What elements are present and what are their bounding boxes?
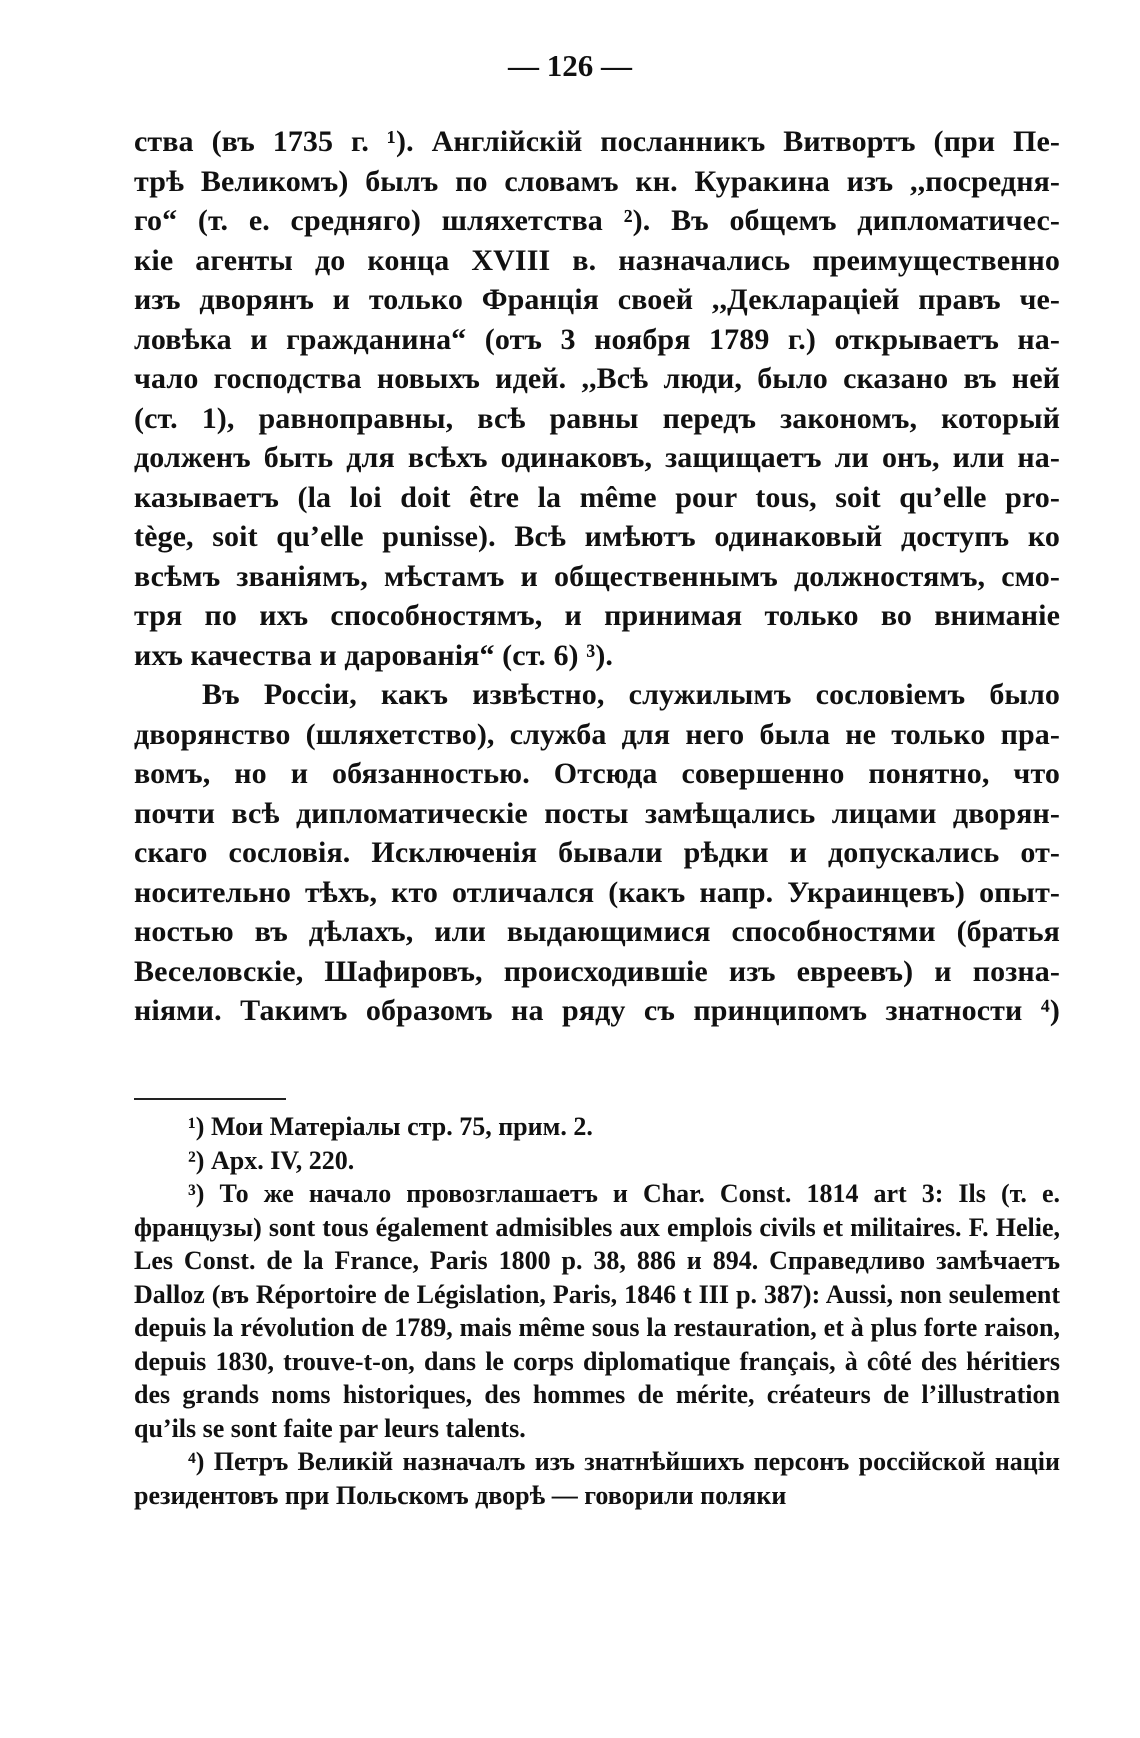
text-line: ностью въ дѣлахъ, или выдающимися способностями (братья xyxy=(134,915,1060,948)
text-line: (ст. 1), равноправны, всѣ равны передъ закономъ, который xyxy=(134,401,1060,435)
text-line: Въ Россіи, какъ извѣстно, служилымъ сословіемъ было xyxy=(202,678,1060,711)
text-line: Веселовскіе, Шафировъ, происходившіе изъ евреевъ) и позна- xyxy=(134,954,1060,988)
text-line: трѣ Великомъ) былъ по словамъ кн. Куракина изъ ,,посредня- xyxy=(134,164,1060,198)
text-line: го“ (т. е. средняго) шляхетства ²). Въ общемъ дипломатичес- xyxy=(134,204,1060,237)
text-line: tège, soit qu’elle punisse). Всѣ имѣютъ одинаковый доступъ ко xyxy=(134,520,1060,553)
footnote-4: ⁴) Петръ Великій назначалъ изъ знатнѣйшихъ персонъ россійской націи резидентовъ при Польскомъ дворѣ — говорили поляки xyxy=(134,1447,1060,1510)
text-line: дворянство (шляхетство), служба для него была не только пра- xyxy=(134,717,1060,751)
text-line: долженъ быть для всѣхъ одинаковъ, защищаетъ ли онъ, или на- xyxy=(134,441,1060,474)
paragraph-1 xyxy=(134,122,1060,675)
footnotes xyxy=(134,1108,1060,1512)
text-line: ніями. Такимъ образомъ на ряду съ принципомъ знатности ⁴) xyxy=(134,994,1060,1027)
text-line: скаго сословія. Исключенія бывали рѣдки и допускались от- xyxy=(134,836,1060,869)
text-line: тря по ихъ способностямъ, и принимая только во вниманіе xyxy=(134,599,1060,632)
text-line: казываетъ (la loi doit être la même pour tous, soit qu’elle pro- xyxy=(134,480,1060,514)
footnote-divider xyxy=(134,1098,286,1100)
text-line: ловѣка и гражданина“ (отъ 3 ноября 1789 г.) открываетъ на- xyxy=(134,322,1060,356)
main-text xyxy=(134,122,1060,1031)
text-line: ихъ качества и дарованія“ (ст. 6) ³). xyxy=(134,638,614,672)
footnote-2: ²) Арх. IV, 220. xyxy=(188,1145,355,1175)
text-line: носительно тѣхъ, кто отличался (какъ напр. Украинцевъ) опыт- xyxy=(134,875,1060,909)
text-line: ства (въ 1735 г. ¹). Англійскій посланникъ Витвортъ (при Пе- xyxy=(134,125,1060,158)
text-line: почти всѣ дипломатическіе посты замѣщались лицами дворян- xyxy=(134,796,1060,830)
text-line: вомъ, но и обязанностью. Отсюда совершенно понятно, что xyxy=(134,757,1060,790)
footnote-3: ³) То же начало провозглашаетъ и Char. Const. 1814 art 3: Ils (т. е. французы) sont tous également admisibles aux emplois civils et militaires. F. Helie, Les Const. de la France, Paris 1800 p. 38, 886 и 894. Справедливо замѣчаетъ Dalloz (въ Réportoire de Législation, Paris, 1846 t III p. 387): Aussi, non seulement depuis la révolution de 1789, mais même sous la restauration, et à plus forte raison, depuis 1830, trouve-t-on, dans le corps diplomatique français, à côté des héritiers des grands noms historiques, des hommes de mérite, créateurs de l’illustration qu’ils se sont faite par leurs talents. xyxy=(134,1179,1060,1443)
text-line: всѣмъ званіямъ, мѣстамъ и общественнымъ должностямъ, смо- xyxy=(134,559,1060,593)
text-line: чало господства новыхъ идей. ,,Всѣ люди, было сказано въ ней xyxy=(134,362,1060,395)
paragraph-2 xyxy=(134,675,1060,1031)
text-line: кіе агенты до конца XVIII в. назначались преимущественно xyxy=(134,243,1060,277)
page-number: — 126 — xyxy=(508,48,632,83)
footnote-1: ¹) Мои Матеріалы стр. 75, прим. 2. xyxy=(188,1112,593,1141)
text-line: изъ дворянъ и только Франція своей ,,Декларацiей правъ че- xyxy=(134,283,1060,316)
